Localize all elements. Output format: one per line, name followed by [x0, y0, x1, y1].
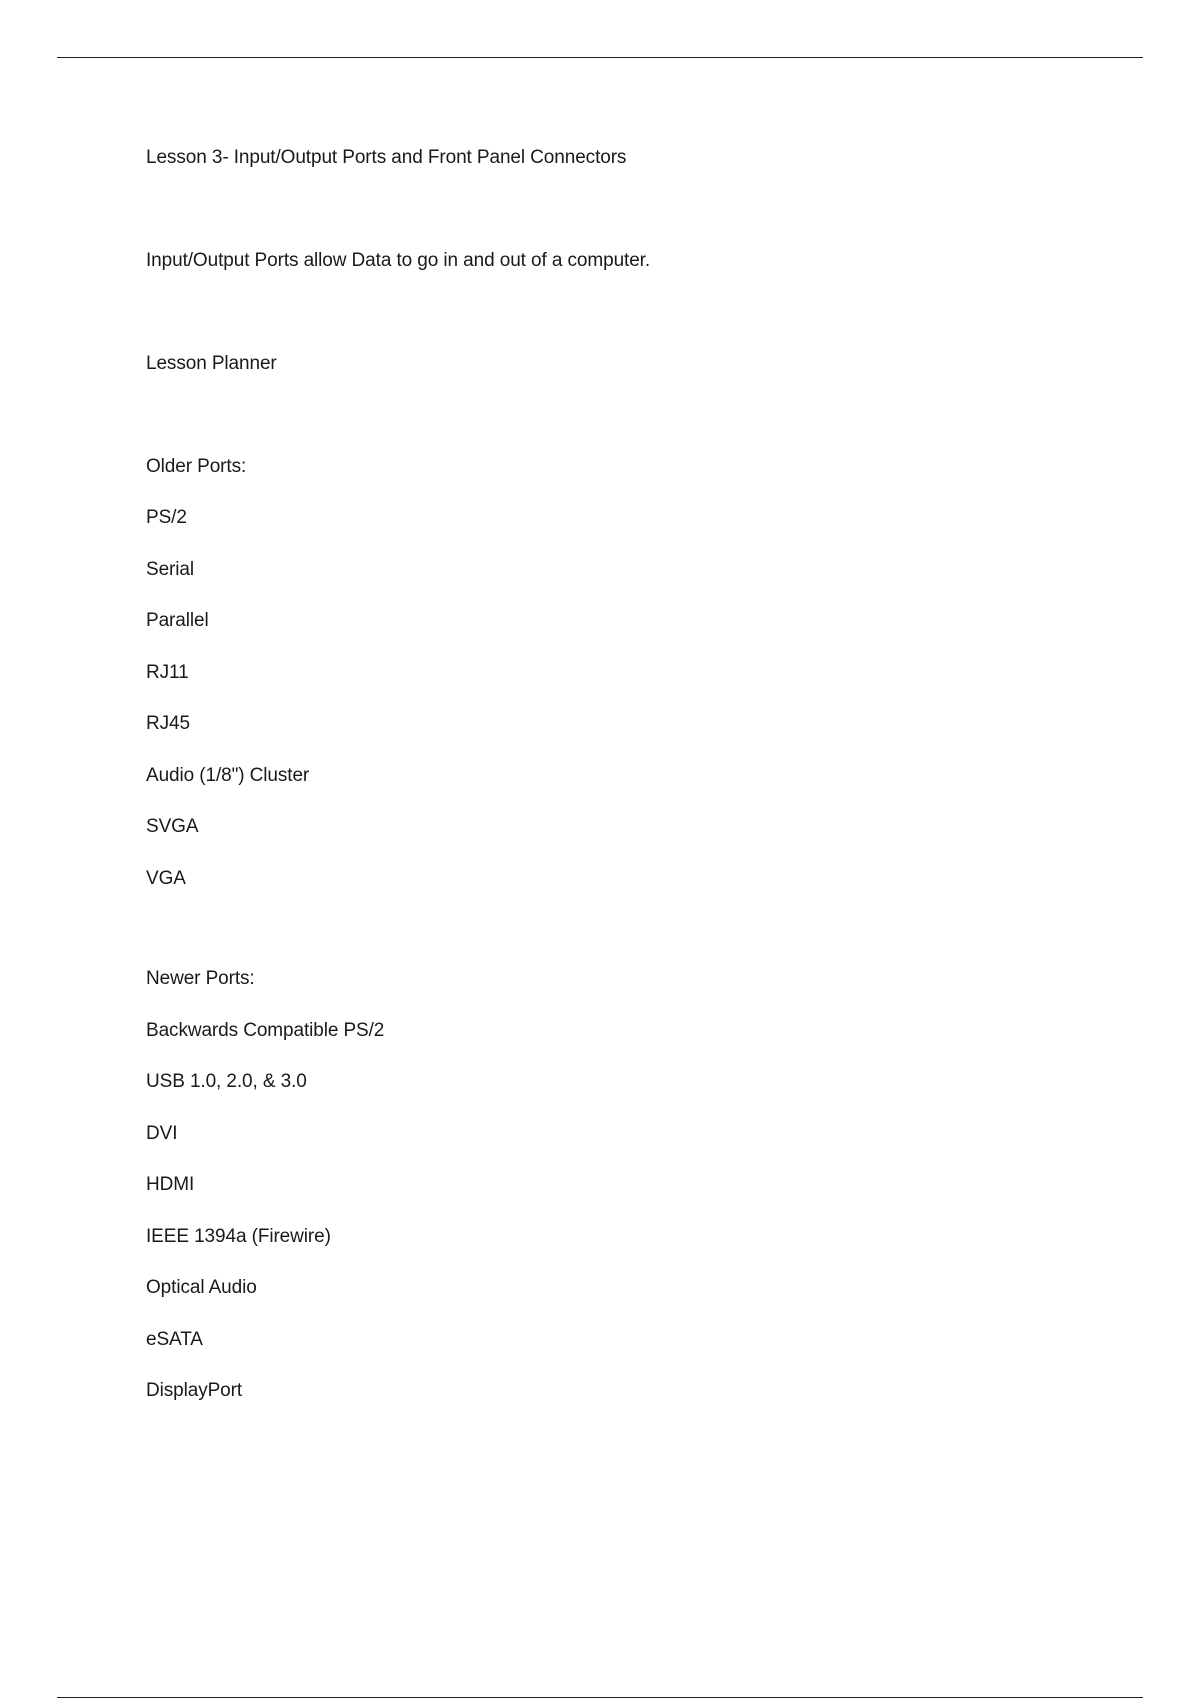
list-item: PS/2	[146, 507, 187, 528]
lesson-planner-heading: Lesson Planner	[146, 353, 277, 374]
list-item: Parallel	[146, 610, 209, 631]
older-ports-heading: Older Ports:	[146, 456, 247, 477]
list-item: Audio (1/8") Cluster	[146, 765, 310, 786]
list-item: eSATA	[146, 1329, 203, 1350]
list-item: DisplayPort	[146, 1380, 243, 1401]
list-item: USB 1.0, 2.0, & 3.0	[146, 1071, 307, 1092]
list-item: RJ45	[146, 713, 190, 734]
list-item: RJ11	[146, 662, 189, 683]
list-item: VGA	[146, 868, 186, 889]
list-item: Backwards Compatible PS/2	[146, 1020, 385, 1041]
list-item: DVI	[146, 1123, 178, 1144]
list-item: SVGA	[146, 816, 199, 837]
footer-rule	[57, 1697, 1143, 1698]
list-item: Optical Audio	[146, 1277, 257, 1298]
newer-ports-heading: Newer Ports:	[146, 968, 255, 989]
lesson-title: Lesson 3- Input/Output Ports and Front Panel Connectors	[146, 147, 627, 168]
header-rule	[57, 57, 1143, 58]
list-item: HDMI	[146, 1174, 195, 1195]
list-item: Serial	[146, 559, 194, 580]
list-item: IEEE 1394a (Firewire)	[146, 1226, 331, 1247]
intro-text: Input/Output Ports allow Data to go in and out of a computer.	[146, 250, 651, 271]
